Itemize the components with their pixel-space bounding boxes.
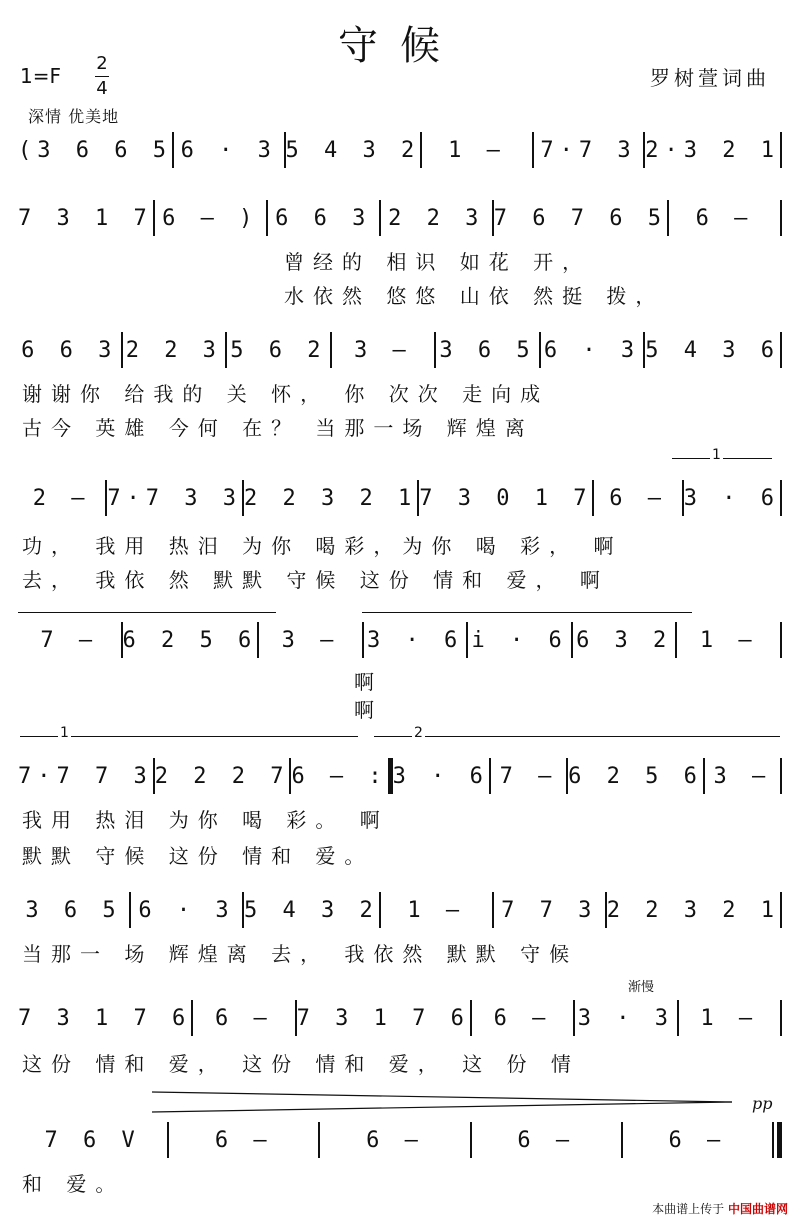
measure: 2·3 2 1 [645, 137, 780, 163]
lyric-line: 去， 我依 然 默默 守候 这份 情和 爱， 啊 [22, 568, 609, 592]
measure: 3 · 3 [577, 1005, 675, 1031]
measure: 7 3 0 1 7 [419, 485, 593, 511]
measure: 1 — [407, 897, 466, 923]
lyric-line: 功， 我用 热汨 为你 喝彩，为你 喝 彩， 啊 [22, 534, 623, 558]
measure: 6 — [695, 205, 754, 231]
lyric-line: 谢谢你 给我的 关 怀， 你 次次 走向成 [22, 382, 550, 406]
measure: i · 6 [471, 627, 568, 653]
lyric-line: 当那一 场 辉煌离 去， 我依然 默默 守候 [22, 942, 579, 966]
measure: 6 2 5 6 [122, 627, 258, 653]
measure: 6 2 5 6 [568, 763, 703, 789]
measure: 1 — [448, 137, 506, 163]
measure: (3 6 6 5 [18, 137, 172, 163]
footer-prefix: 本曲谱上传于 [652, 1202, 725, 1216]
measure: 6 6 3 [275, 205, 372, 231]
decrescendo-hairpin [150, 1090, 750, 1114]
measure: 2 2 3 2 1 [244, 485, 418, 511]
site-brand-logo[interactable]: 中国曲谱网 [727, 1202, 788, 1216]
measure: 5 4 3 2 [244, 897, 379, 923]
volta-bracket-1 [672, 447, 772, 469]
measure: 6 — [493, 1005, 552, 1031]
lyric-line: 啊 [354, 698, 383, 722]
volta-number: 2 [414, 725, 423, 741]
measure: 6 — : [291, 763, 388, 789]
measure: 7·7 7 3 [18, 763, 153, 789]
measure: 2 — [32, 485, 91, 511]
measure: 7 3 1 7 6 [18, 1005, 192, 1031]
lyric-line: 水依然 悠悠 山依 然挺 拨， [284, 284, 665, 308]
measure: 5 4 3 2 [285, 137, 421, 163]
lyric-line: 我用 热泪 为你 喝 彩。 啊 [22, 808, 389, 832]
measure: 2 2 3 [388, 205, 485, 231]
measure: 3 6 5 [25, 897, 122, 923]
ritardando-marking: 渐慢 [628, 980, 655, 995]
time-signature [95, 55, 109, 98]
measure: 7 6 V [44, 1127, 141, 1153]
lyric-line: 和 爱。 [22, 1172, 125, 1196]
composer-credit: 罗树萱词曲 [650, 66, 770, 90]
volta-number: 1 [60, 725, 69, 741]
key-signature: 1=F [20, 64, 61, 88]
measure: 7·7 3 3 [107, 485, 243, 511]
measure: 7·7 3 [540, 137, 637, 163]
measure: 6 3 2 [576, 627, 673, 653]
volta-bracket-1 [20, 725, 358, 747]
measure: 7 3 1 7 6 [296, 1005, 470, 1031]
measure: 6 — [517, 1127, 576, 1153]
time-bottom: 4 [96, 78, 108, 99]
dynamic-marking: pp [752, 1094, 773, 1113]
measure: 6 · 3 [543, 337, 641, 363]
site-footer [652, 1200, 788, 1217]
time-top: 2 [96, 53, 108, 74]
volta-bracket-2 [374, 725, 780, 747]
measure: 7 7 3 [501, 897, 598, 923]
volta-number: 1 [712, 447, 721, 463]
measure: 3 — [354, 337, 412, 363]
measure: 3 · 6 [392, 763, 489, 789]
measure: 3 6 5 [439, 337, 536, 363]
measure: 6 — [214, 1127, 273, 1153]
measure: 6 · 3 [138, 897, 235, 923]
lyric-line: 这份 情和 爱， 这份 情和 爱， 这 份 情 [22, 1052, 580, 1076]
measure: 7 — [499, 763, 558, 789]
measure: 1 — [700, 1005, 759, 1031]
tempo-marking: 深情 优美地 [28, 107, 120, 126]
lyric-line: 啊 [354, 670, 383, 694]
measure: 6 — [609, 485, 667, 511]
measure: 3 — [281, 627, 340, 653]
measure: 2 2 3 [125, 337, 222, 363]
measure: 6 — [366, 1127, 424, 1153]
measure: 2 2 3 2 1 [606, 897, 780, 923]
measure: 6 — [215, 1005, 273, 1031]
lyric-line: 古今 英雄 今何 在？ 当那一场 辉煌离 [22, 416, 534, 440]
lyric-line: 曾经的 相识 如花 开， [284, 250, 592, 274]
measure: 5 6 2 [230, 337, 327, 363]
measure: 6 — [668, 1127, 727, 1153]
measure: 5 4 3 6 [645, 337, 780, 363]
measure: 3 · 6 [366, 627, 464, 653]
lyric-line: 默默 守候 这份 情和 爱。 [22, 844, 374, 868]
measure: 3 — [713, 763, 772, 789]
measure: 6 — ) [162, 205, 259, 231]
measure: 6 · 3 [180, 137, 277, 163]
measure: 3 · 6 [683, 485, 781, 511]
measure: 7 6 7 6 5 [493, 205, 667, 231]
measure: 7 3 1 7 [18, 205, 153, 231]
measure: 1 — [699, 627, 758, 653]
song-title: 守候 [338, 23, 462, 69]
measure: 7 — [40, 627, 99, 653]
measure: 6 6 3 [21, 337, 118, 363]
measure: 2 2 2 7 [154, 763, 290, 789]
